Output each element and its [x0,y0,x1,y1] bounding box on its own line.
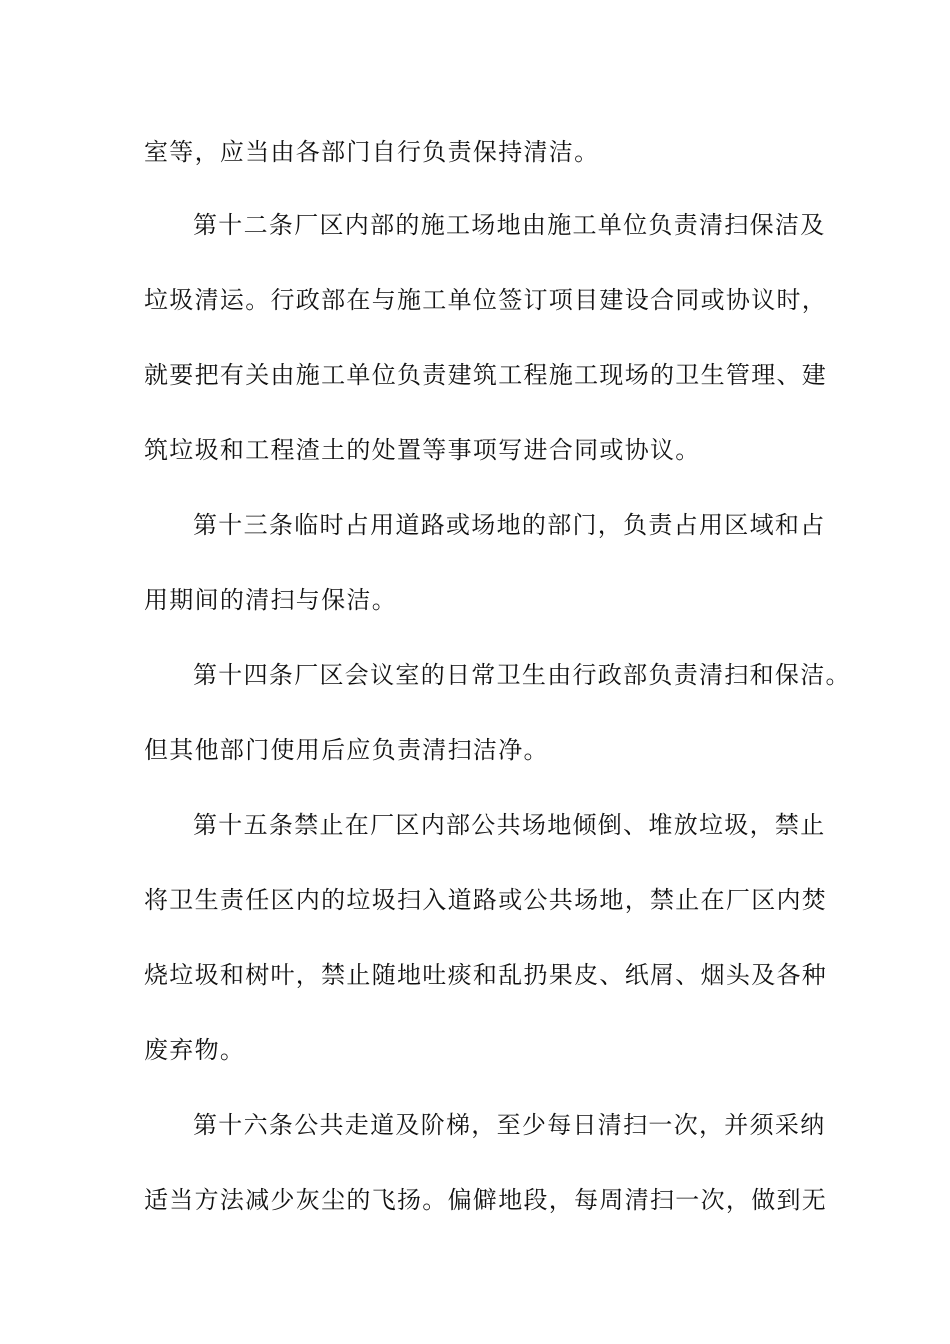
text-line: 废弃物。 [144,1036,246,1064]
article-14-line: 第十四条厂区会议室的日常卫生由行政部负责清扫和保洁。 [193,661,851,689]
text-line: 将卫生责任区内的垃圾扫入道路或公共场地，禁止在厂区内焚 [144,886,828,914]
article-16-line: 第十六条公共走道及阶梯，至少每日清扫一次，并须采纳 [193,1111,826,1139]
article-13-line: 第十三条临时占用道路或场地的部门，负责占用区域和占 [193,511,826,539]
text-line: 用期间的清扫与保洁。 [144,586,397,614]
text-line: 室等，应当由各部门自行负责保持清洁。 [144,138,600,166]
text-line: 筑垃圾和工程渣土的处置等事项写进合同或协议。 [144,436,701,464]
text-line: 适当方法减少灰尘的飞扬。偏僻地段，每周清扫一次，做到无 [144,1186,828,1214]
text-line: 垃圾清运。行政部在与施工单位签订项目建设合同或协议时， [144,286,828,314]
text-line: 就要把有关由施工单位负责建筑工程施工现场的卫生管理、建 [144,361,828,389]
text-line: 但其他部门使用后应负责清扫洁净。 [144,736,549,764]
article-15-line: 第十五条禁止在厂区内部公共场地倾倒、堆放垃圾，禁止 [193,811,826,839]
article-12-line: 第十二条厂区内部的施工场地由施工单位负责清扫保洁及 [193,211,826,239]
text-line: 烧垃圾和树叶，禁止随地吐痰和乱扔果皮、纸屑、烟头及各种 [144,961,828,989]
